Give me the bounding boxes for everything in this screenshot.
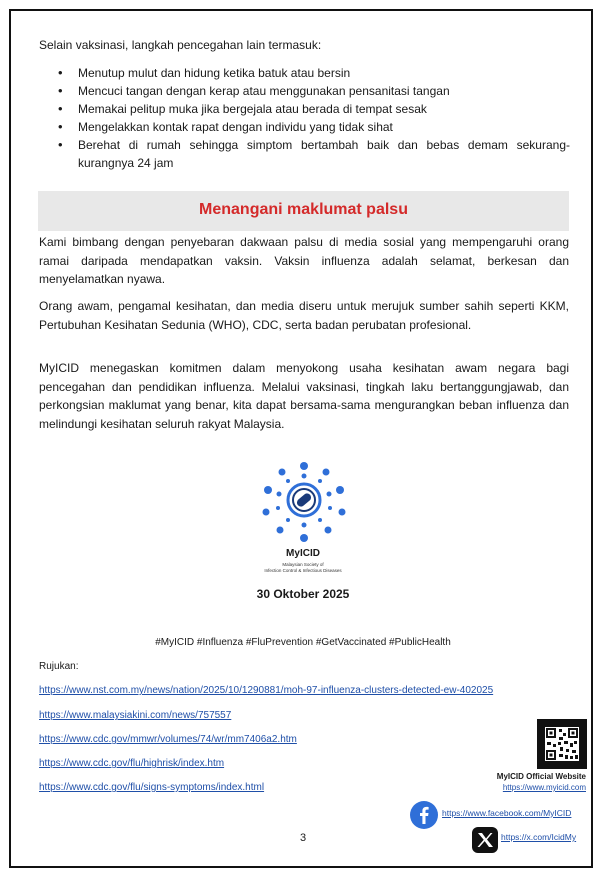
publication-date: 30 Oktober 2025 xyxy=(256,587,350,601)
hashtags: #MyICID #Influenza #FluPrevention #GetVaccinated #PublicHealth xyxy=(155,637,451,648)
org-subtitle-line2: Infection Control & Infectious Diseases xyxy=(264,568,342,573)
x-link[interactable]: https://x.com/IcidMy xyxy=(501,832,577,842)
list-item: • Menutup mulut dan hidung ketika batuk atau bersin xyxy=(56,64,570,82)
references-label: Rujukan: xyxy=(39,661,79,672)
list-item: • Mengelakkan kontak rapat dengan individu yang tidak sihat xyxy=(56,118,570,136)
reference-link[interactable]: https://www.cdc.gov/flu/signs-symptoms/index.html xyxy=(39,782,265,793)
intro-text: Selain vaksinasi, langkah pencegahan lain termasuk: xyxy=(39,38,322,52)
org-subtitle-line1: Malaysian Society of xyxy=(282,562,324,567)
page-number: 3 xyxy=(299,832,307,844)
list-item: • Berehat di rumah sehingga simptom bertambah baik dan bebas demam sekurang-kurangnya 24 jam xyxy=(56,136,570,172)
reference-link[interactable]: https://www.nst.com.my/news/nation/2025/10/1290881/moh-97-influenza-clusters-detected-ew-402025 xyxy=(39,685,494,696)
reference-link[interactable]: https://www.cdc.gov/mmwr/volumes/74/wr/mm7406a2.htm xyxy=(39,734,297,745)
facebook-link[interactable]: https://www.facebook.com/MyICID xyxy=(442,808,572,818)
website-label: MyICID Official Website xyxy=(496,772,586,781)
prevention-list xyxy=(56,64,570,172)
paragraph-misinformation: Kami bimbang dengan penyebaran dakwaan palsu di media sosial yang mempengaruhi orang ramai daripada mendapatkan vaksin. Vaksin influenza adalah selamat, berkesan dan menyelamatkan nyawa. xyxy=(39,235,569,286)
section-title: Menangani maklumat palsu xyxy=(199,201,408,218)
list-item: • Mencuci tangan dengan kerap atau menggunakan pensanitasi tangan xyxy=(56,82,570,100)
virus-pill-logo-icon xyxy=(252,458,356,548)
reference-link[interactable]: https://www.malaysiakini.com/news/757557 xyxy=(39,710,232,721)
reference-link[interactable]: https://www.cdc.gov/flu/highrisk/index.htm xyxy=(39,758,225,769)
qr-code-icon[interactable] xyxy=(537,719,587,769)
paragraph-commitment: MyICID menegaskan komitmen dalam menyokong usaha kesihatan awam negara bagi pencegahan dan pendidikan influenza. Melalui vaksinasi, tingkah laku bertanggungjawab, dan perkongsian maklumat yang benar, kita dapat bersama-sama mengurangkan beban influenza dan melindungi kesihatan seluruh rakyat Malaysia. xyxy=(39,361,569,431)
list-item: • Memakai pelitup muka jika bergejala atau berada di tempat sesak xyxy=(56,100,570,118)
website-link[interactable]: https://www.myicid.com xyxy=(502,783,586,792)
facebook-icon[interactable] xyxy=(410,801,438,829)
paragraph-sources: Orang awam, pengamal kesihatan, dan media diseru untuk merujuk sumber sahih seperti KKM, Pertubuhan Kesihatan Sedunia (WHO), CDC, serta badan perubatan profesional. xyxy=(39,299,569,332)
org-name: MyICID xyxy=(286,548,320,559)
section-header xyxy=(38,191,569,231)
